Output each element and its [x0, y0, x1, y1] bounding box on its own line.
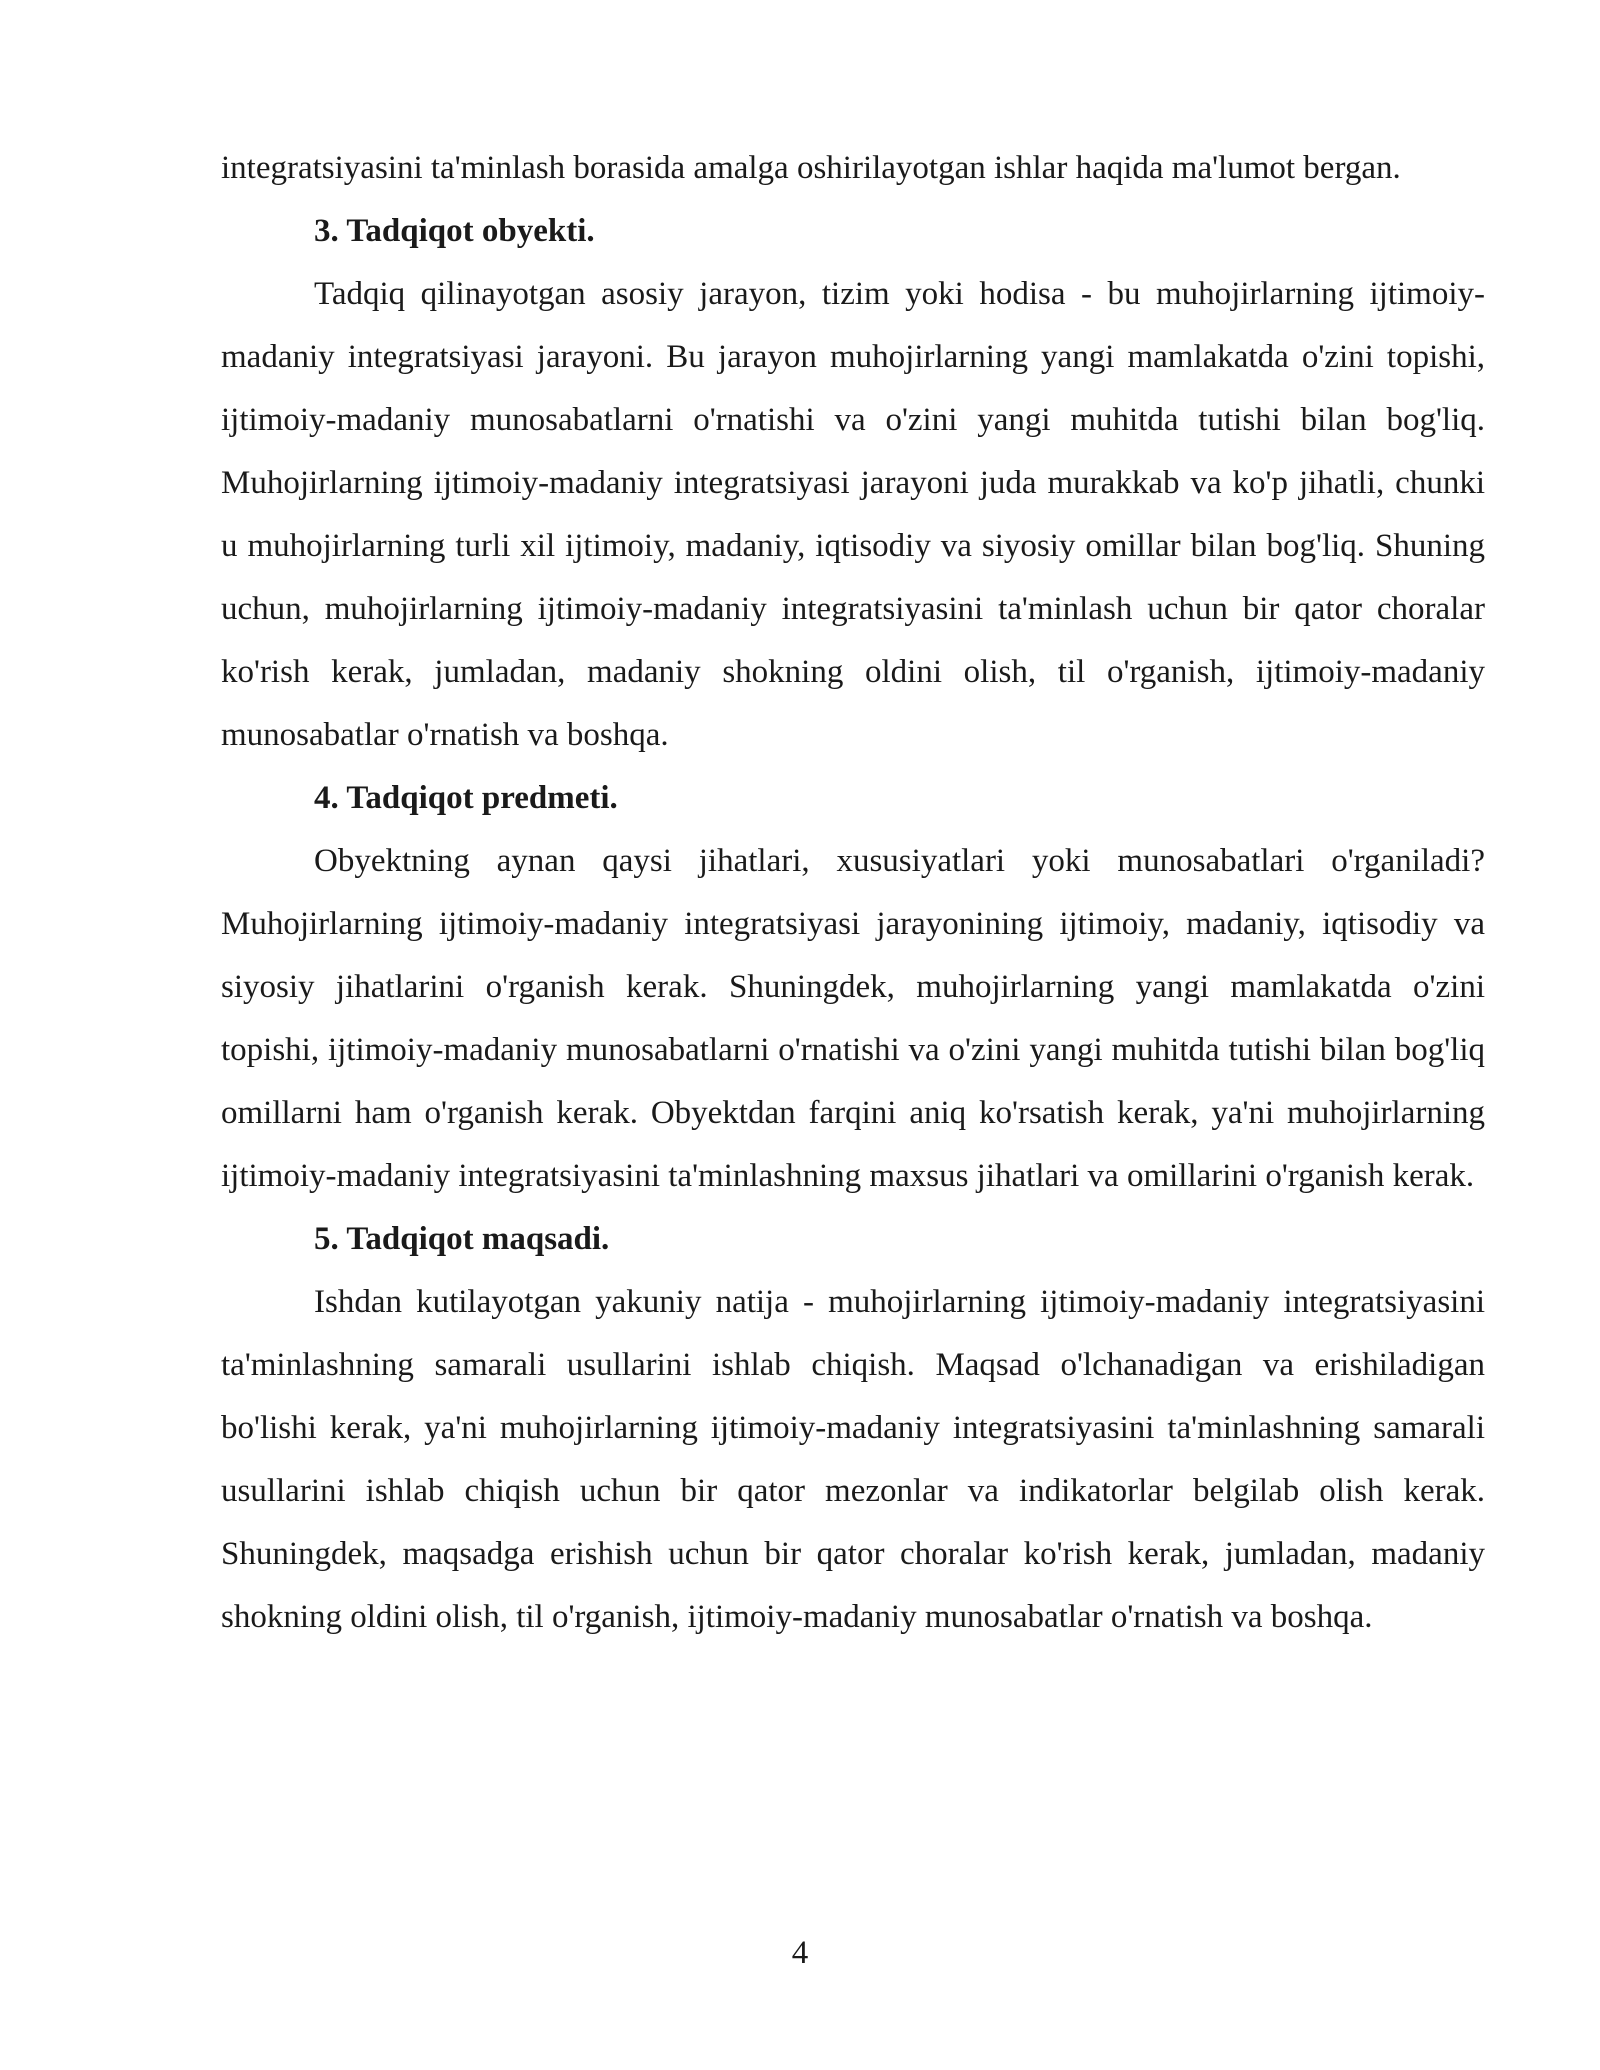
page-content: [221, 137, 1485, 1649]
section-body-maqsad: Ishdan kutilayotgan yakuniy natija - muhojirlarning ijtimoiy-madaniy integratsiyasini ta'minlashning samarali usullarini ishlab chiqish. Maqsad o'lchanadigan va erishiladigan bo'lishi kerak, ya'ni muhojirlarning ijtimoiy-madaniy integratsiyasini ta'minlashning samarali usullarini ishlab chiqish uchun bir qator mezonlar va indikatorlar belgilab olish kerak. Shuningdek, maqsadga erishish uchun bir qator choralar ko'rish kerak, jumladan, madaniy shokning oldini olish, til o'rganish, ijtimoiy-madaniy munosabatlar o'rnatish va boshqa.: [221, 1284, 1485, 1635]
page-number: 4: [791, 1935, 809, 1971]
section-heading-maqsad: 5. Tadqiqot maqsadi.: [314, 1221, 610, 1257]
section-heading-obyekt: 3. Tadqiqot obyekti.: [314, 213, 595, 249]
section-body-obyekt: Tadqiq qilinayotgan asosiy jarayon, tizim yoki hodisa - bu muhojirlarning ijtimoiy-madaniy integratsiyasi jarayoni. Bu jarayon muhojirlarning yangi mamlakatda o'zini topishi, ijtimoiy-madaniy munosabatlarni o'rnatishi va o'zini yangi muhitda tutishi bilan bog'liq. Muhojirlarning ijtimoiy-madaniy integratsiyasi jarayoni juda murakkab va ko'p jihatli, chunki u muhojirlarning turli xil ijtimoiy, madaniy, iqtisodiy va siyosiy omillar bilan bog'liq. Shuning uchun, muhojirlarning ijtimoiy-madaniy integratsiyasini ta'minlash uchun bir qator choralar ko'rish kerak, jumladan, madaniy shokning oldini olish, til o'rganish, ijtimoiy-madaniy munosabatlar o'rnatish va boshqa.: [221, 276, 1485, 753]
intro-paragraph: integratsiyasini ta'minlash borasida amalga oshirilayotgan ishlar haqida ma'lumot bergan.: [221, 150, 1401, 186]
section-body-predmet: Obyektning aynan qaysi jihatlari, xususiyatlari yoki munosabatlari o'rganiladi? Muhojirlarning ijtimoiy-madaniy integratsiyasi jarayonining ijtimoiy, madaniy, iqtisodiy va siyosiy jihatlarini o'rganish kerak. Shuningdek, muhojirlarning yangi mamlakatda o'zini topishi, ijtimoiy-madaniy munosabatlarni o'rnatishi va o'zini yangi muhitda tutishi bilan bog'liq omillarni ham o'rganish kerak. Obyektdan farqini aniq ko'rsatish kerak, ya'ni muhojirlarning ijtimoiy-madaniy integratsiyasini ta'minlashning maxsus jihatlari va omillarini o'rganish kerak.: [221, 843, 1485, 1194]
section-heading-predmet: 4. Tadqiqot predmeti.: [314, 780, 618, 816]
